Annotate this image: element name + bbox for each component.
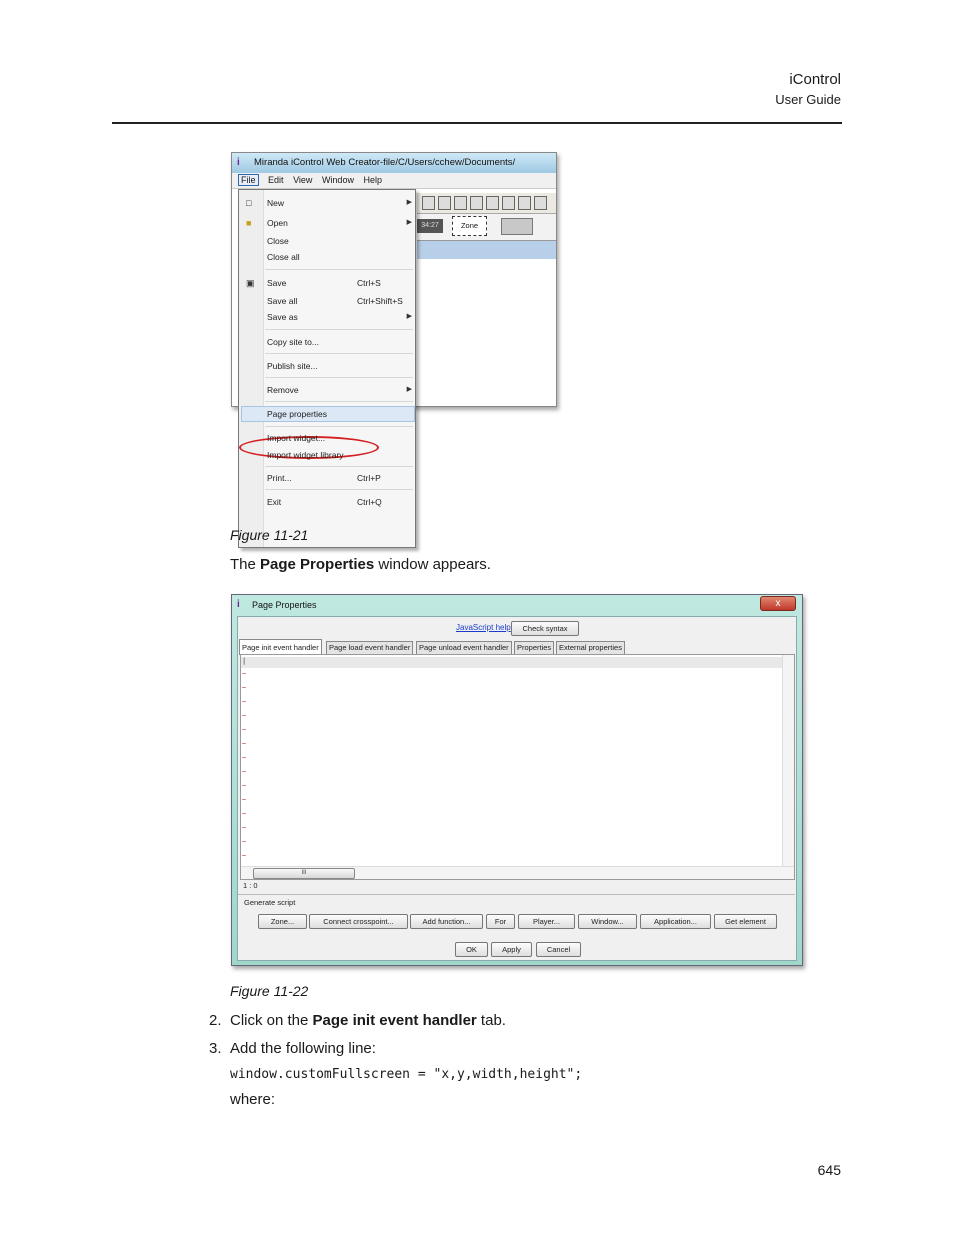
shortcut-print: Ctrl+P bbox=[357, 473, 381, 483]
file-menu bbox=[238, 189, 416, 548]
para-bold: Page Properties bbox=[260, 556, 375, 573]
horizontal-scrollbar[interactable] bbox=[241, 866, 794, 879]
zone-button[interactable]: Zone... bbox=[258, 914, 307, 929]
new-file-icon: □ bbox=[246, 198, 252, 208]
menu-item-new[interactable]: New bbox=[267, 198, 285, 208]
figure-caption: Figure 11-21 bbox=[230, 527, 309, 543]
step-text: Click on the bbox=[230, 1012, 313, 1029]
header-title: iControl bbox=[789, 71, 841, 88]
step-2 bbox=[209, 1012, 506, 1029]
window-titlebar bbox=[232, 153, 556, 173]
connect-crosspoint-button[interactable]: Connect crosspoint... bbox=[309, 914, 408, 929]
menu-separator bbox=[265, 269, 413, 270]
player-button[interactable]: Player... bbox=[518, 914, 575, 929]
toolbar-button[interactable] bbox=[438, 196, 451, 210]
divider bbox=[238, 894, 795, 895]
get-element-button[interactable]: Get element bbox=[714, 914, 777, 929]
tab-properties[interactable]: Properties bbox=[514, 641, 554, 654]
menu-gutter bbox=[239, 190, 264, 547]
para-text-end: window appears. bbox=[374, 556, 491, 573]
tab-page-load-event-handler[interactable]: Page load event handler bbox=[326, 641, 413, 654]
menu-item-open[interactable]: Open bbox=[267, 218, 288, 228]
for-button[interactable]: For bbox=[486, 914, 515, 929]
step-number: 3. bbox=[209, 1040, 222, 1057]
menu-item-print[interactable]: Print... bbox=[267, 473, 292, 483]
menu-separator bbox=[265, 329, 413, 330]
submenu-arrow-icon: ▶ bbox=[406, 219, 412, 226]
menu-separator bbox=[265, 466, 413, 467]
figure-page-properties-screenshot bbox=[231, 594, 803, 966]
menu-separator bbox=[265, 489, 413, 490]
menu-edit[interactable]: Edit bbox=[268, 175, 284, 185]
step-text: Add the following line: bbox=[230, 1040, 376, 1057]
toolbar-button[interactable] bbox=[422, 196, 435, 210]
app-icon: i bbox=[237, 599, 240, 610]
generate-script-label: Generate script bbox=[244, 898, 296, 907]
menu-item-remove[interactable]: Remove bbox=[267, 385, 299, 395]
window-titlebar bbox=[232, 595, 802, 615]
toolbar-button[interactable] bbox=[534, 196, 547, 210]
menu-view[interactable]: View bbox=[293, 175, 313, 185]
menu-item-copy-site[interactable]: Copy site to... bbox=[267, 337, 319, 347]
paragraph bbox=[230, 556, 491, 573]
figure-file-menu-screenshot bbox=[231, 152, 557, 507]
menu-item-publish-site[interactable]: Publish site... bbox=[267, 361, 318, 371]
menu-separator bbox=[265, 353, 413, 354]
menu-item-close[interactable]: Close bbox=[267, 236, 289, 246]
menu-item-close-all[interactable]: Close all bbox=[267, 252, 300, 262]
header-rule bbox=[112, 122, 842, 124]
menu-help[interactable]: Help bbox=[363, 175, 382, 185]
apply-button[interactable]: Apply bbox=[491, 942, 532, 957]
clock-widget[interactable]: 34:27 bbox=[417, 219, 443, 233]
app-icon: i bbox=[237, 157, 240, 168]
dialog-body bbox=[237, 616, 797, 961]
menu-separator bbox=[265, 377, 413, 378]
add-function-button[interactable]: Add function... bbox=[410, 914, 483, 929]
window-title: Miranda iControl Web Creator-file/C/Users/cchew/Documents/ bbox=[254, 157, 516, 168]
tab-page-unload-event-handler[interactable]: Page unload event handler bbox=[416, 641, 512, 654]
code-line: window.customFullscreen = "x,y,width,height"; bbox=[230, 1067, 583, 1082]
toolbar-button[interactable] bbox=[454, 196, 467, 210]
ok-button[interactable]: OK bbox=[455, 942, 488, 957]
submenu-arrow-icon: ▶ bbox=[406, 313, 412, 320]
menu-file[interactable]: File bbox=[238, 174, 259, 186]
menu-item-save-all[interactable]: Save all bbox=[267, 296, 298, 306]
menu-item-import-widget-library[interactable]: Import widget library bbox=[267, 450, 344, 460]
menu-item-page-properties[interactable]: Page properties bbox=[267, 409, 328, 419]
cancel-button[interactable]: Cancel bbox=[536, 942, 581, 957]
toolbar-button[interactable] bbox=[518, 196, 531, 210]
step-bold: Page init event handler bbox=[312, 1012, 477, 1029]
toolbar-button[interactable] bbox=[486, 196, 499, 210]
page-number: 645 bbox=[817, 1162, 841, 1178]
submenu-arrow-icon: ▶ bbox=[406, 386, 412, 393]
menu-item-save[interactable]: Save bbox=[267, 278, 287, 288]
menu-separator bbox=[265, 401, 413, 402]
menu-separator bbox=[265, 426, 413, 427]
cursor-position: 1 : 0 bbox=[243, 881, 258, 890]
step-3 bbox=[209, 1040, 376, 1057]
tab-external-properties[interactable]: External properties bbox=[556, 641, 625, 654]
para-text: The bbox=[230, 556, 261, 573]
vertical-scrollbar[interactable] bbox=[782, 655, 794, 866]
window-title: Page Properties bbox=[252, 600, 317, 610]
shortcut-save-all: Ctrl+Shift+S bbox=[357, 296, 403, 306]
header-subtitle: User Guide bbox=[775, 92, 841, 107]
menu-item-exit[interactable]: Exit bbox=[267, 497, 282, 507]
step-text-end: tab. bbox=[476, 1012, 506, 1029]
toolbar-button[interactable] bbox=[470, 196, 483, 210]
pen-icon[interactable] bbox=[501, 218, 533, 235]
selected-row bbox=[417, 241, 556, 259]
save-disk-icon: ▣ bbox=[246, 278, 255, 288]
menu-item-save-as[interactable]: Save as bbox=[267, 312, 298, 322]
script-editor[interactable]: | ~ ~ ~ ~ ~ ~ ~ ~ ~ ~ ~ ~ ~ ~ III bbox=[240, 654, 795, 880]
shortcut-save: Ctrl+S bbox=[357, 278, 381, 288]
zone-widget[interactable]: Zone bbox=[452, 216, 487, 236]
shortcut-exit: Ctrl+Q bbox=[357, 497, 382, 507]
toolbar-button[interactable] bbox=[502, 196, 515, 210]
window-button[interactable]: Window... bbox=[578, 914, 637, 929]
javascript-help-link[interactable]: JavaScript help bbox=[456, 623, 511, 632]
submenu-arrow-icon: ▶ bbox=[406, 199, 412, 206]
application-button[interactable]: Application... bbox=[640, 914, 711, 929]
check-syntax-button[interactable]: Check syntax bbox=[511, 621, 579, 636]
menu-window[interactable]: Window bbox=[321, 175, 354, 185]
tab-page-init-event-handler[interactable]: Page init event handler bbox=[239, 639, 322, 655]
close-button[interactable]: x bbox=[760, 596, 796, 611]
toolbar bbox=[417, 193, 556, 214]
figure-caption: Figure 11-22 bbox=[230, 983, 309, 999]
current-line bbox=[241, 657, 782, 668]
widget-toolbar bbox=[417, 214, 556, 241]
menu-item-import-widget[interactable]: Import widget... bbox=[267, 433, 326, 443]
where-text: where: bbox=[230, 1091, 276, 1108]
scroll-thumb[interactable]: III bbox=[253, 868, 355, 879]
step-number: 2. bbox=[209, 1012, 222, 1029]
menubar bbox=[232, 173, 556, 189]
open-folder-icon: ■ bbox=[246, 218, 252, 228]
